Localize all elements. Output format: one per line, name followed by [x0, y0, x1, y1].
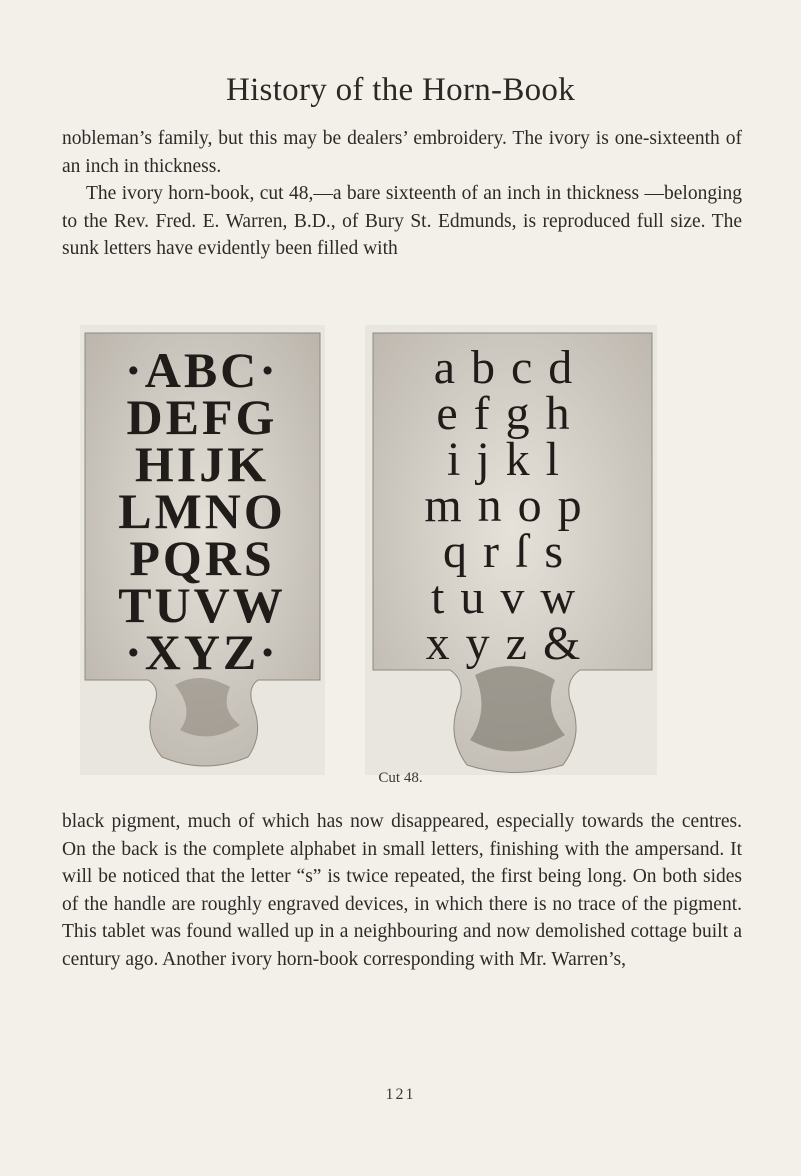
- back-letter-row-4: mnop: [424, 479, 598, 532]
- figure-caption: Cut 48.: [378, 770, 423, 786]
- back-letter-row-7: xyz&: [425, 617, 597, 670]
- horn-book-front-svg: [80, 325, 325, 775]
- horn-book-back-svg: [365, 325, 657, 775]
- text-block-bottom: [62, 808, 742, 974]
- text-block-top: [62, 125, 742, 263]
- page-number: 121: [385, 1086, 416, 1103]
- front-letter-row-4: LMNO: [118, 483, 286, 539]
- back-letter-row-2: efgh: [436, 387, 586, 440]
- paragraph-ivory-horn-book: The ivory horn-book, cut 48,—a bare sixteenth of an inch in thickness —belonging to the Rev. Fred. E. Warren, B.D., of Bury St. Edmunds, is reproduced full size. The sunk letters have evidently been filled with: [62, 183, 742, 260]
- running-head-title: History of the Horn-Book: [225, 72, 576, 108]
- back-letter-row-3: ijkl: [446, 433, 576, 486]
- horn-book-back-image: [365, 325, 657, 775]
- front-letter-row-6: TUVW: [118, 577, 286, 633]
- front-letter-row-1: ·ABC·: [125, 342, 279, 398]
- back-letter-row-1: abcd: [433, 341, 589, 394]
- paragraph-continuation: nobleman’s family, but this may be dealers’ embroidery. The ivory is one-sixteenth of an inch in thickness.: [62, 128, 742, 177]
- front-letter-row-2: DEFG: [126, 389, 278, 445]
- handle-device-back: [470, 666, 565, 751]
- front-letter-row-5: PQRS: [129, 530, 275, 586]
- back-letter-grid: [424, 341, 597, 670]
- back-letter-row-6: tuvw: [431, 571, 591, 624]
- horn-book-front-image: [80, 325, 325, 775]
- front-letter-row-7: ·XYZ·: [125, 624, 279, 680]
- paragraph-pigment-description: black pigment, much of which has now disappeared, especially towards the centres. On the back is the complete alphabet in small letters, finishing with the ampersand. It will be noticed that the letter “s” is twice repeated, the first being long. On both sides of the handle are roughly engraved devices, in which there is no trace of the pigment. This tablet was found walled up in a neighbouring and now demolished cottage built a century ago. Another ivory horn-book corresponding with Mr. Warren’s,: [62, 811, 742, 970]
- back-letter-row-5: qrſs: [443, 525, 579, 578]
- front-letter-row-3: HIJK: [134, 436, 270, 492]
- front-letter-grid: [118, 342, 286, 680]
